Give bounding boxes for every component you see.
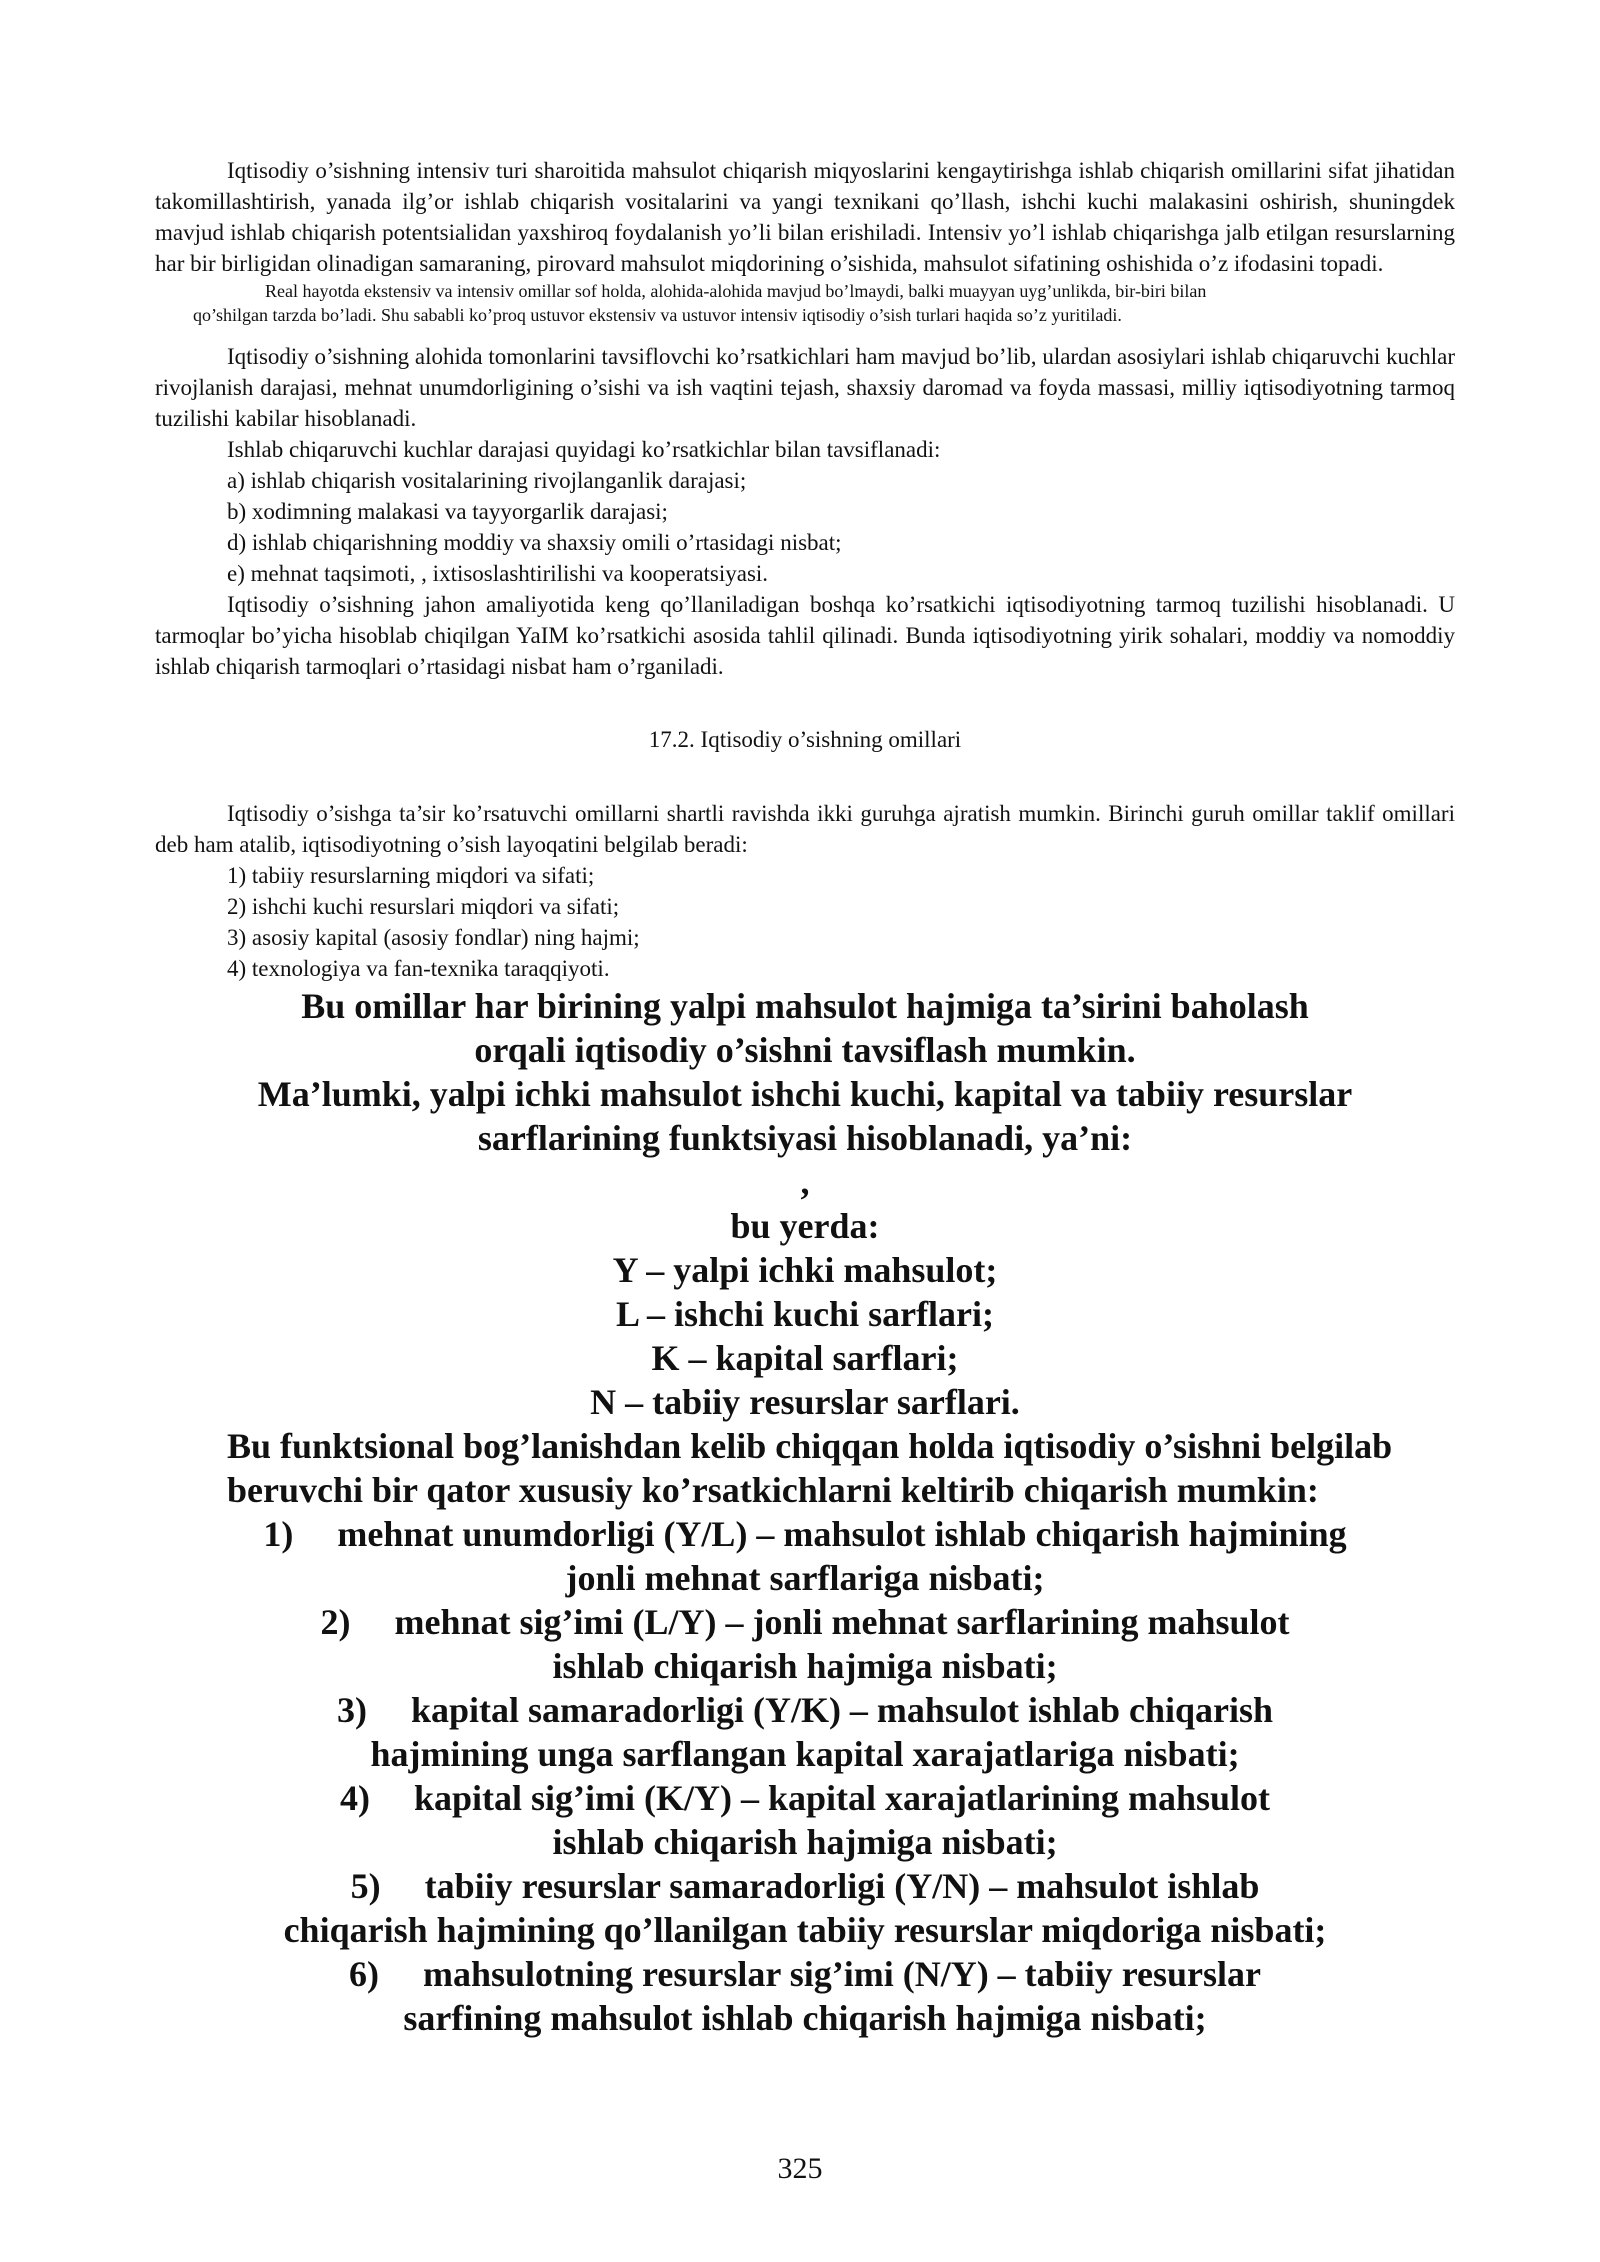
- list-item: b) xodimning malakasi va tayyorgarlik darajasi;: [227, 499, 668, 524]
- where-label: bu yerda:: [730, 1206, 880, 1246]
- formula-comma: ,: [800, 1162, 810, 1202]
- item-number: 3): [336, 1690, 367, 1730]
- item-text: kapital samaradorligi (Y/K) – mahsulot ishlab chiqarish hajmining unga sarflangan kapital xarajatlariga nisbati;: [370, 1690, 1274, 1774]
- list-item: d) ishlab chiqarishning moddiy va shaxsiy omili o’rtasidagi nisbat;: [227, 530, 842, 555]
- paragraph-intensive-growth: Iqtisodiy o’sishning intensiv turi sharoitida mahsulot chiqarish miqyoslarini kengaytirishga ishlab chiqarish omillarini sifat jihatidan takomillashtirish, yanada ilg’or ishlab chiqarish vositalarini va yangi texnikani qo’llash, ishchi kuchi malakasini oshirish, shuningdek mavjud ishlab chiqarish potentsialidan yaxshiroq foydalanish yo’li bilan erishiladi. Intensiv yo’l ishlab chiqarishga jalb etilgan resurslarning har bir birligidan olinadigan samaraning, pirovard mahsulot miqdorining o’sishida, mahsulot sifatining oshishida o’z ifodasini topadi.: [155, 158, 1455, 276]
- indicator-item: [155, 1864, 1455, 1952]
- list-item: 3) asosiy kapital (asosiy fondlar) ning hajmi;: [227, 925, 640, 950]
- definition-item: K – kapital sarflari;: [651, 1338, 959, 1378]
- item-number: 5): [350, 1866, 381, 1906]
- indicator-item: [155, 1600, 1455, 1688]
- item-text: mahsulotning resurslar sig’imi (N/Y) – tabiiy resurslar sarfining mahsulot ishlab chiqarish hajmiga nisbati;: [403, 1954, 1262, 2038]
- indicator-item: [155, 1512, 1455, 1600]
- item-text: mehnat sig’imi (L/Y) – jonli mehnat sarflarining mahsulot ishlab chiqarish hajmiga nisbati;: [394, 1602, 1290, 1686]
- definition-item: Y – yalpi ichki mahsulot;: [612, 1250, 998, 1290]
- section-heading: 17.2. Iqtisodiy o’sishning omillari: [648, 727, 962, 752]
- definition-item: N – tabiiy resurslar sarflari.: [590, 1382, 1020, 1422]
- note-line-1: Real hayotda ekstensiv va intensiv omillar sof holda, alohida-alohida mavjud bo’lmaydi, balki muayyan uyg’unlikda, bir-biri bilan: [265, 281, 1207, 301]
- item-text: mehnat unumdorligi (Y/L) – mahsulot ishlab chiqarish hajmining jonli mehnat sarflariga nisbati;: [337, 1514, 1347, 1598]
- page-content: [155, 155, 1455, 2040]
- bold-statement-3: Bu funktsional bog’lanishdan kelib chiqqan holda iqtisodiy o’sishni belgilab beruvchi bir qator xususiy ko’rsatkichlarni keltirib chiqarish mumkin:: [227, 1426, 1393, 1510]
- item-text: kapital sig’imi (K/Y) – kapital xarajatlarining mahsulot ishlab chiqarish hajmiga nisbati;: [413, 1778, 1271, 1862]
- bold-statement-1: Bu omillar har birining yalpi mahsulot hajmiga ta’sirini baholash orqali iqtisodiy o’sishni tavsiflash mumkin.: [301, 986, 1309, 1070]
- item-number: 2): [320, 1602, 351, 1642]
- item-number: 1): [263, 1514, 294, 1554]
- paragraph-indicators: Iqtisodiy o’sishning alohida tomonlarini tavsiflovchi ko’rsatkichlari ham mavjud bo’lib, ulardan asosiylari ishlab chiqaruvchi kuchlar rivojlanish darajasi, mehnat unumdorligining o’sishi va ish vaqtini tejash, shaxsiy daromad va foyda massasi, milliy iqtisodiyotning tarmoq tuzilishi kabilar hisoblanadi.: [155, 344, 1455, 431]
- list-item: 4) texnologiya va fan-texnika taraqqiyoti.: [227, 956, 610, 981]
- list-item: 1) tabiiy resurslarning miqdori va sifati;: [227, 863, 595, 888]
- indicator-item: [155, 1688, 1455, 1776]
- definitions-list: [155, 1248, 1455, 1424]
- note-line-2: qo’shilgan tarzda bo’ladi. Shu sababli ko’proq ustuvor ekstensiv va ustuvor intensiv iqtisodiy o’sish turlari haqida so’z yuritiladi.: [193, 305, 1122, 325]
- paragraph-sector-structure: Iqtisodiy o’sishning jahon amaliyotida keng qo’llaniladigan boshqa ko’rsatkichi iqtisodiyotning tarmoq tuzilishi hisoblanadi. U tarmoqlar bo’yicha hisoblab chiqilgan YaIM ko’rsatkichi asosida tahlil qilinadi. Bunda iqtisodiyotning yirik sohalari, moddiy va nomoddiy ishlab chiqarish tarmoqlari o’rtasidagi nisbat ham o’rganiladi.: [155, 592, 1455, 679]
- item-number: 4): [339, 1778, 370, 1818]
- item-number: 6): [348, 1954, 379, 1994]
- note-block: [155, 279, 1455, 327]
- list-item: a) ishlab chiqarish vositalarining rivojlanganlik darajasi;: [227, 468, 747, 493]
- indicator-item: [155, 1952, 1455, 2040]
- paragraph-productive-forces: Ishlab chiqaruvchi kuchlar darajasi quyidagi ko’rsatkichlar bilan tavsiflanadi:: [227, 437, 941, 462]
- indicator-item: [155, 1776, 1455, 1864]
- list-productive-forces: [155, 465, 1455, 589]
- bold-statement-2: Ma’lumki, yalpi ichki mahsulot ishchi kuchi, kapital va tabiiy resurslar sarflarining funktsiyasi hisoblanadi, ya’ni:: [257, 1074, 1353, 1158]
- item-text: tabiiy resurslar samaradorligi (Y/N) – mahsulot ishlab chiqarish hajmining qo’llanilgan tabiiy resurslar miqdoriga nisbati;: [283, 1866, 1327, 1950]
- paragraph-growth-factors: Iqtisodiy o’sishga ta’sir ko’rsatuvchi omillarni shartli ravishda ikki guruhga ajratish mumkin. Birinchi guruh omillar taklif omillari deb ham atalib, iqtisodiyotning o’sish layoqatini belgilab beradi:: [155, 801, 1455, 857]
- list-supply-factors: [155, 860, 1455, 984]
- definition-item: L – ishchi kuchi sarflari;: [615, 1294, 995, 1334]
- page-number: 325: [777, 2152, 823, 2185]
- list-item: e) mehnat taqsimoti, , ixtisoslashtirilishi va kooperatsiyasi.: [227, 561, 769, 586]
- list-item: 2) ishchi kuchi resurslari miqdori va sifati;: [227, 894, 620, 919]
- indicator-list: [155, 1512, 1455, 2040]
